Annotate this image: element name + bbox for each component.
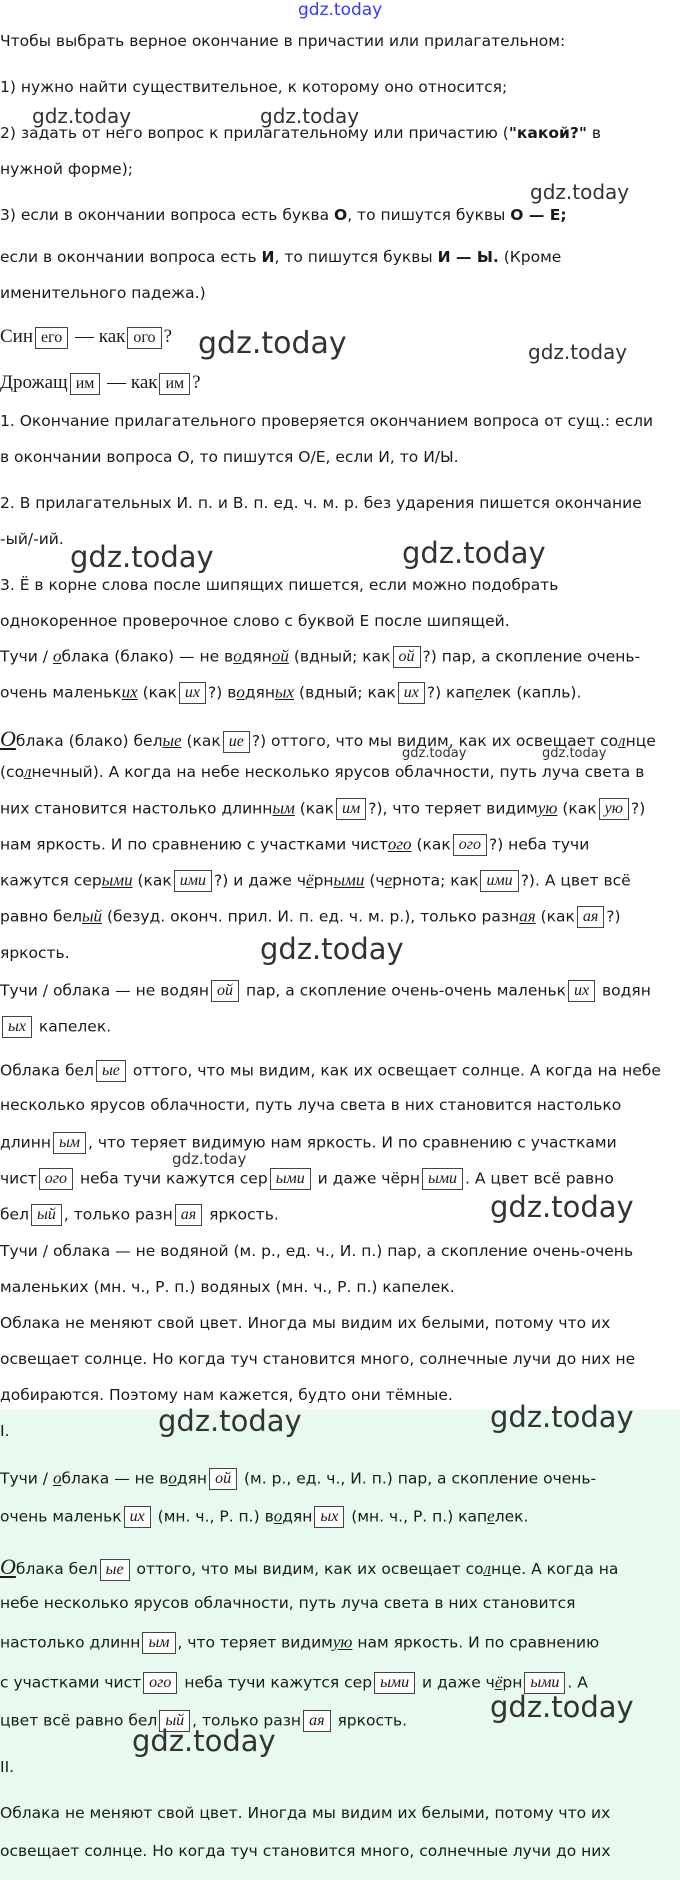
- text-line: Тучи / облака — не водян ой пар, а скопление очень-очень маленьк их водян: [0, 980, 680, 1002]
- watermark: gdz.today: [298, 0, 383, 20]
- watermark: gdz.today: [198, 326, 347, 361]
- theory-line: нужной форме);: [0, 160, 133, 178]
- watermark: gdz.today: [32, 104, 132, 128]
- rule-line: 3. Ё в корне слова после шипящих пишется, если можно подобрать: [0, 576, 559, 594]
- answer-line: с участками чист ого неба тучи кажутся сер ыми и даже чёрн ыми . А: [0, 1672, 680, 1694]
- answer-line: небе несколько ярусов облачности, путь луча света в них становится: [0, 1594, 576, 1612]
- text-line: освещает солнце. Но когда туч становится много, солнечные лучи до них не: [0, 1350, 636, 1368]
- text-line: Облака не меняют свой цвет. Иногда мы видим их белыми, потому что их: [0, 1314, 611, 1332]
- example-line: Дрожащ им — как им ?: [0, 372, 201, 393]
- watermark: gdz.today: [158, 1404, 302, 1438]
- watermark: gdz.today: [402, 746, 467, 761]
- theory-line: если в окончании вопроса есть И, то пишутся буквы И — Ы. (Кроме: [0, 248, 562, 266]
- theory-line: 2) задать от него вопрос к прилагательному или причастию ("какой?" в: [0, 124, 602, 142]
- watermark: gdz.today: [490, 1400, 634, 1434]
- answer-line: Облака бел ые оттого, что мы видим, как их освещает солнце. А когда на: [0, 1554, 619, 1579]
- answer-line: Тучи / облака — не водян ой (м. р., ед. ч., И. п.) пар, а скопление очень-: [0, 1468, 680, 1490]
- theory-line: именительного падежа.): [0, 284, 206, 302]
- analysis-line: Тучи / облака (блако) — не водяной (вдный; как ой ?) пар, а скопление очень-: [0, 646, 680, 668]
- text-line: ых капелек.: [0, 1016, 680, 1038]
- analysis-line: равно белый (безуд. оконч. прил. И. п. ед. ч. м. р.), только разная (как ая ?): [0, 906, 680, 928]
- rule-line: 1. Окончание прилагательного проверяется окончанием вопроса от сущ.: если: [0, 412, 654, 430]
- watermark: gdz.today: [132, 1724, 276, 1758]
- watermark: gdz.today: [402, 536, 546, 570]
- section-numeral: I.: [0, 1422, 10, 1440]
- watermark: gdz.today: [260, 932, 404, 966]
- answer-line: очень маленьк их (мн. ч., Р. п.) водян ых (мн. ч., Р. п.) капелек.: [0, 1506, 680, 1528]
- watermark: gdz.today: [490, 1190, 634, 1224]
- analysis-line: очень маленьких (как их ?) водяных (вдный; как их ?) капелек (капль).: [0, 682, 680, 704]
- text-line: добираются. Поэтому нам кажется, будто они тёмные.: [0, 1386, 453, 1404]
- watermark: gdz.today: [260, 104, 360, 128]
- analysis-line: нам яркость. И по сравнению с участками чистого (как ого ?) неба тучи: [0, 834, 680, 856]
- watermark: gdz.today: [528, 340, 628, 364]
- theory-line: 3) если в окончании вопроса есть буква О, то пишутся буквы О — Е;: [0, 206, 567, 224]
- analysis-line: яркость.: [0, 944, 70, 962]
- text-line: Тучи / облака — не водяной (м. р., ед. ч., И. п.) пар, а скопление очень-очень: [0, 1242, 634, 1260]
- text-line: бел ый , только разн ая яркость.: [0, 1204, 680, 1226]
- text-line: маленьких (мн. ч., Р. п.) водяных (мн. ч., Р. п.) капелек.: [0, 1278, 455, 1296]
- rule-line: 2. В прилагательных И. п. и В. п. ед. ч. м. р. без ударения пишется окончание: [0, 494, 642, 512]
- watermark: gdz.today: [542, 746, 607, 761]
- text-line: Облака бел ые оттого, что мы видим, как их освещает солнце. А когда на небе: [0, 1060, 680, 1082]
- answer-line: освещает солнце. Но когда туч становится много, солнечные лучи до них: [0, 1842, 611, 1860]
- section-numeral: II.: [0, 1758, 15, 1776]
- analysis-line: кажутся серыми (как ими ?) и даже чёрными (чернота; как ими ?). А цвет всё: [0, 870, 680, 892]
- text-line: несколько ярусов облачности, путь луча света в них становится настолько: [0, 1096, 622, 1114]
- watermark: gdz.today: [70, 540, 214, 574]
- rule-line: в окончании вопроса О, то пишутся О/Е, если И, то И/Ы.: [0, 448, 459, 466]
- analysis-line: них становится настолько длинным (как им ?), что теряет видимую (как ую ?): [0, 798, 680, 820]
- analysis-line: Облака (блако) белые (как ие ?) оттого, что мы видим, как их освещает солнце: [0, 726, 656, 751]
- watermark: gdz.today: [490, 1690, 634, 1724]
- answer-line: Облака не меняют свой цвет. Иногда мы видим их белыми, потому что их: [0, 1804, 611, 1822]
- watermark: gdz.today: [172, 1150, 247, 1168]
- text-line: длинн ым , что теряет видимую нам яркость. И по сравнению с участками: [0, 1132, 680, 1154]
- answer-line: настолько длинн ым , что теряет видимую нам яркость. И по сравнению: [0, 1632, 680, 1654]
- answer-line: цвет всё равно бел ый , только разн ая яркость.: [0, 1710, 680, 1732]
- theory-line: 1) нужно найти существительное, к которому оно относится;: [0, 78, 508, 96]
- rule-line: однокоренное проверочное слово с буквой Е после шипящей.: [0, 612, 510, 630]
- rule-line: -ый/-ий.: [0, 530, 64, 548]
- text-line: чист ого неба тучи кажутся сер ыми и даже чёрн ыми . А цвет всё равно: [0, 1168, 680, 1190]
- theory-line: Чтобы выбрать верное окончание в причастии или прилагательном:: [0, 32, 566, 50]
- analysis-line: (солнечный). А когда на небе несколько ярусов облачности, путь луча света в: [0, 762, 645, 781]
- watermark: gdz.today: [530, 180, 630, 204]
- example-line: Син его — как ого ?: [0, 326, 172, 347]
